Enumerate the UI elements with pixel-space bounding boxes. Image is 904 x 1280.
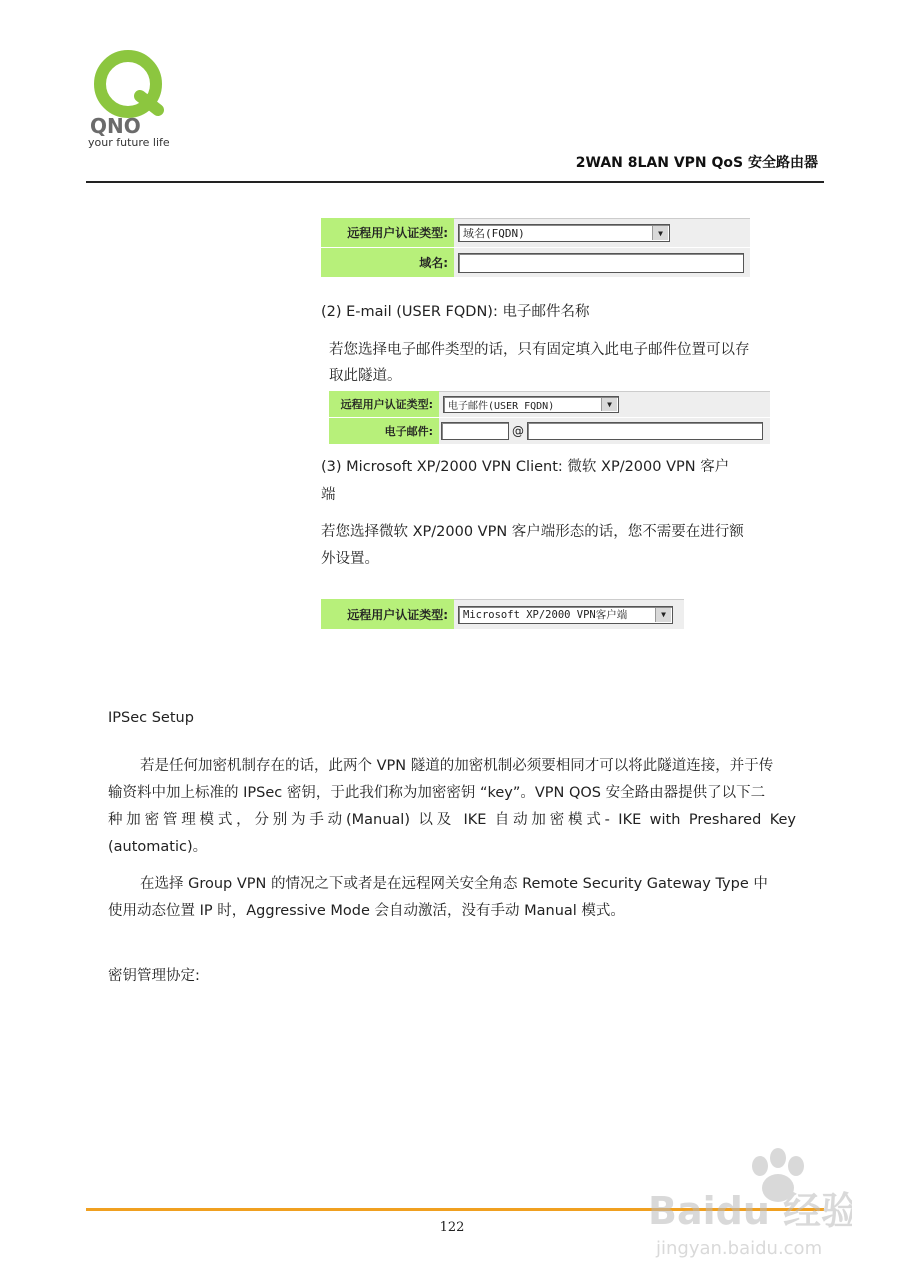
domain-input[interactable] <box>458 253 744 273</box>
baidu-watermark <box>642 1144 852 1264</box>
form-email <box>329 391 770 444</box>
ipsec-para1-line2: 输资料中加上标准的 IPSec 密钥，于此我们称为加密密钥 “key”。VPN QOS 安全路由器提供了以下二 <box>108 785 766 801</box>
auth-type-value: Microsoft XP/2000 VPN客户端 <box>463 609 628 621</box>
email-label: 电子邮件: <box>329 418 439 444</box>
ipsec-para1-line4: (automatic)。 <box>108 839 208 855</box>
email-user-input[interactable] <box>441 422 509 440</box>
form-row-auth-type <box>329 391 770 417</box>
auth-type-value: 电子邮件(USER FQDN) <box>448 401 555 412</box>
domain-label: 域名: <box>321 248 454 277</box>
email-heading: (2) E-mail (USER FQDN): 电子邮件名称 <box>321 304 590 320</box>
header-rule <box>86 181 824 183</box>
logo-tagline: your future life <box>88 136 170 149</box>
page-number: 122 <box>439 1220 465 1235</box>
watermark-url: jingyan.baidu.com <box>656 1238 823 1259</box>
auth-type-label: 远程用户认证类型: <box>321 218 454 247</box>
auth-type-select[interactable] <box>443 396 619 413</box>
form-row-domain <box>321 248 750 277</box>
ms-desc-line2: 外设置。 <box>321 551 379 567</box>
auth-type-select[interactable] <box>458 224 670 242</box>
chevron-down-icon[interactable]: ▼ <box>652 226 668 240</box>
email-domain-input[interactable] <box>527 422 763 440</box>
chevron-down-icon[interactable]: ▼ <box>655 608 671 622</box>
form-row-auth-type <box>321 599 684 629</box>
chevron-down-icon[interactable]: ▼ <box>601 398 617 411</box>
auth-type-label: 远程用户认证类型: <box>329 391 439 417</box>
key-management-heading: 密钥管理协定: <box>108 968 200 984</box>
email-desc-line2: 取此隧道。 <box>329 368 402 384</box>
logo-wordmark: QNO <box>90 114 141 136</box>
watermark-brand: Baidu 经验 <box>648 1189 852 1233</box>
form-ms-client <box>321 599 684 629</box>
ms-heading-line2: 端 <box>321 487 336 503</box>
auth-type-label: 远程用户认证类型: <box>321 599 454 629</box>
form-row-email <box>329 418 770 444</box>
ms-desc-line1: 若您选择微软 XP/2000 VPN 客户端形态的话，您不需要在进行额 <box>321 524 744 540</box>
ms-heading-line1: (3) Microsoft XP/2000 VPN Client: 微软 XP/2000 VPN 客户 <box>321 459 730 475</box>
ipsec-para1-line1: 若是任何加密机制存在的话，此两个 VPN 隧道的加密机制必须要相同才可以将此隧道连接，并于传 <box>140 758 774 774</box>
ipsec-para2-line1: 在选择 Group VPN 的情况之下或者是在远程网关安全角态 Remote Security Gateway Type 中 <box>140 876 768 892</box>
at-sign: @ <box>512 424 524 438</box>
document-title: 2WAN 8LAN VPN QoS 安全路由器 <box>575 155 818 171</box>
auth-type-value: 域名(FQDN) <box>463 227 525 240</box>
auth-type-select[interactable] <box>458 606 673 624</box>
ipsec-para2-line2: 使用动态位置 IP 时，Aggressive Mode 会自动激活，没有手动 Manual 模式。 <box>108 903 625 919</box>
form-fqdn <box>321 218 750 278</box>
ipsec-para1-line3: 种加密管理模式，分别为手动(Manual) 以及 IKE 自动加密模式- IKE with Preshared Key <box>108 812 796 828</box>
email-desc-line1: 若您选择电子邮件类型的话，只有固定填入此电子邮件位置可以存 <box>329 342 750 358</box>
form-row-auth-type <box>321 218 750 247</box>
ipsec-heading: IPSec Setup <box>108 710 194 726</box>
